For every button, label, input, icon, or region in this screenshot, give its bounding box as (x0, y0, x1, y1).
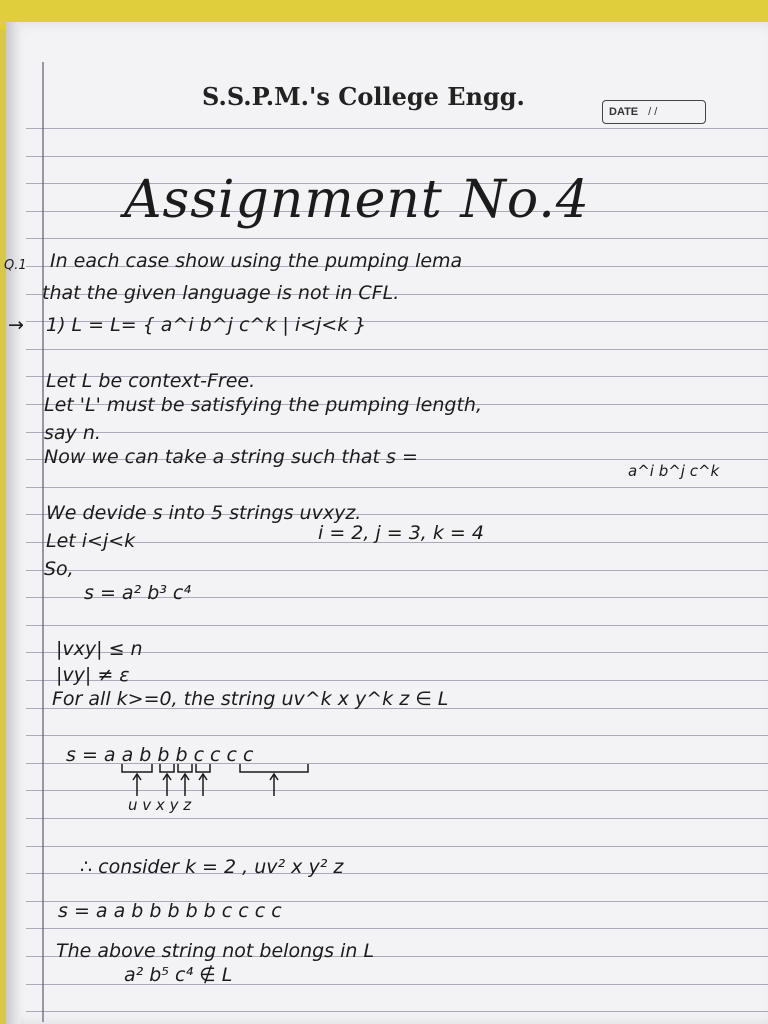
proof-line-1: Let L be context-Free. (46, 370, 256, 392)
notebook-page (6, 22, 768, 1024)
rule-line (26, 349, 768, 350)
proof-line-4: Now we can take a string such that s = (44, 446, 418, 468)
rule-line (26, 1011, 768, 1012)
condition-vxy: |vxy| ≤ n (56, 638, 143, 660)
rule-line (26, 846, 768, 847)
split-brackets (116, 760, 316, 800)
arrow-marker: → (8, 314, 24, 336)
page-binding (6, 22, 20, 1024)
language-definition: 1) L = L= { a^i b^j c^k | i<j<k } (46, 314, 367, 336)
rule-line (26, 238, 768, 239)
proof-line-5: We devide s into 5 strings uvxyz. (46, 502, 362, 524)
rule-line (26, 570, 768, 571)
college-name: S.S.P.M.'s College Engg. (202, 82, 525, 111)
pumped-string: s = a a b b b b b c c c c (58, 900, 282, 922)
date-value: / / (648, 106, 658, 118)
rule-line (26, 818, 768, 819)
assignment-title: Assignment No.4 (124, 170, 590, 230)
conclusion-line: The above string not belongs in L (56, 940, 375, 962)
split-labels: u v x y z (128, 796, 192, 814)
rule-line (26, 735, 768, 736)
string-split: s = a a b b b c c c c (66, 744, 254, 766)
margin-line (42, 62, 44, 1022)
proof-line-2: Let 'L' must be satisfying the pumping length, (44, 394, 483, 416)
condition-pump: For all k>=0, the string uv^k x y^k z ∈ L (52, 688, 449, 710)
question-line-2: that the given language is not in CFL. (42, 282, 400, 304)
string-form: a^i b^j c^k (628, 462, 720, 480)
chosen-values: i = 2, j = 3, k = 4 (318, 522, 484, 544)
proof-line-3: say n. (44, 422, 101, 444)
rule-line (26, 432, 768, 433)
final-result: a² b⁵ c⁴ ∉ L (124, 964, 233, 986)
proof-line-7: So, (44, 558, 74, 580)
rule-line (26, 156, 768, 157)
rule-line (26, 625, 768, 626)
question-marker: Q.1 (4, 258, 27, 273)
rule-line (26, 928, 768, 929)
rule-line (26, 680, 768, 681)
rule-line (26, 487, 768, 488)
date-box (602, 100, 706, 124)
question-line-1: In each case show using the pumping lema (50, 250, 463, 272)
condition-vy: |vy| ≠ ε (56, 664, 130, 686)
proof-line-6: Let i<j<k (46, 530, 136, 552)
consider-k: ∴ consider k = 2 , uv² x y² z (80, 856, 344, 878)
date-label: DATE (609, 106, 639, 118)
rule-line (26, 128, 768, 129)
string-s: s = a² b³ c⁴ (84, 582, 191, 604)
